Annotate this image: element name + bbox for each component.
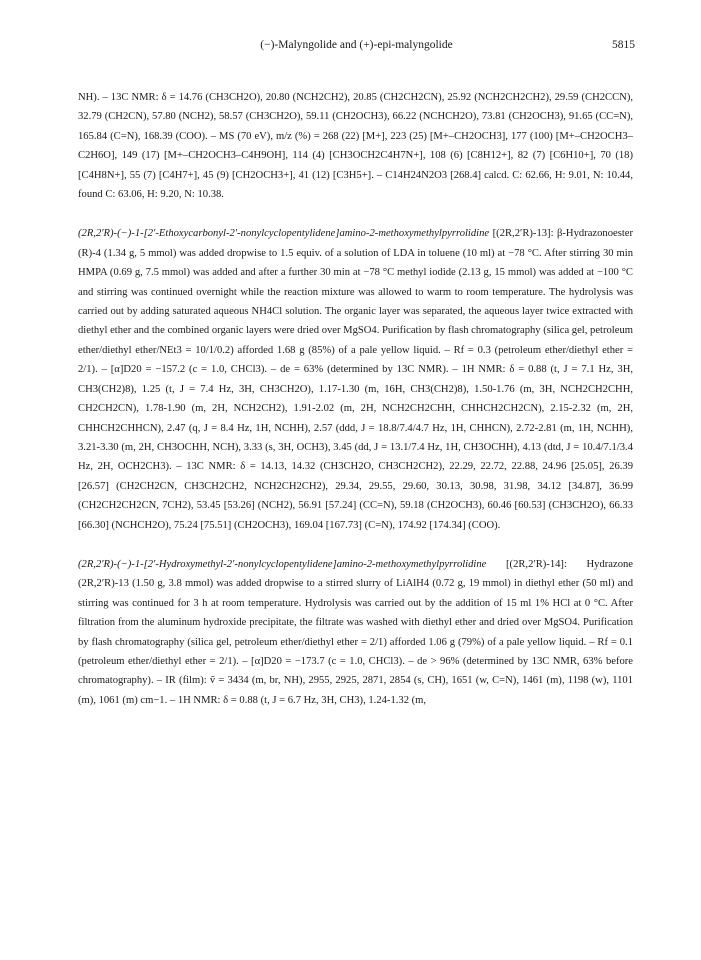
article-body [78, 88, 633, 710]
compound-heading: (2R,2′R)-(−)-1-[2′-Hydroxymethyl-2′-nonylcyclopentylidene]amino-2-methoxymethylpyrrolidine [78, 558, 487, 570]
compound-heading: (2R,2′R)-(−)-1-[2′-Ethoxycarbonyl-2′-nonylcyclopentylidene]amino-2-methoxymethylpyrrolidine [78, 228, 490, 240]
paragraph-text: NH). – 13C NMR: δ = 14.76 (CH3CH2O), 20.80 (NCH2CH2), 20.85 (CH2CH2CN), 25.92 (NCH2CH2CH2), 29.59 (CH2CCN), 32.79 (CH2CN), 57.80 (NCH2), 58.57 (CH3CH2O), 59.11 (CH2OCH3), 66.22 (NCHCH2O), 73.81 (CH2OCH3), 91.65 (CC=N), 165.84 (C=N), 168.39 (COO). – MS (70 eV), m/z (%) = 268 (22) [M+], 223 (25) [M+–CH2OCH3], 177 (100) [M+–CH2OCH3–C2H6O], 149 (17) [M+–CH2OCH3–C4H9OH], 114 (4) [CH3OCH2C4H7N+], 108 (6) [C8H12+], 82 (7) [C6H10+], 70 (18) [C4H8N+], 55 (7) [C4H7+], 45 (9) [CH2OCH3+], 41 (12) [C3H5+]. – C14H24N2O3 [268.4] calcd. C: 62.66, H: 9.01, N: 10.44, found C: 63.06, H: 9.20, N: 10.38. [78, 92, 633, 201]
paragraph-compound-14 [78, 555, 633, 710]
paragraph-text: [(2R,2′R)-13]: β-Hydrazonoester (R)-4 (1.34 g, 5 mmol) was added dropwise to 1.5 equiv. of a solution of LDA in toluene (10 ml) at −78 °C. After stirring 30 min HMPA (0.69 g, 7.5 mmol) was added and after a further 30 min at −78 °C methyl iodide (2.13 g, 15 mmol) was added at −100 °C and stirring was continued overnight while the reaction mixture was allowed to warm to room temperature. The hydrolysis was carried out by adding saturated aqueous NH4Cl solution. The organic layer was separated, the aqueous layer twice extracted with diethyl ether and the combined organic layers were dried over MgSO4. Purification by flash chromatography (silica gel, petroleum ether/diethyl ether/NEt3 = 10/1/0.2) afforded 1.68 g (85%) of a pale yellow liquid. – Rf = 0.3 (petroleum ether/diethyl ether = 2/1). – [α]D20 = −157.2 (c = 1.0, CHCl3). – de = 63% (determined by 13C NMR). – 1H NMR: δ = 0.88 (t, J = 7.1 Hz, 3H, CH3(CH2)8), 1.25 (t, J = 7.4 Hz, 3H, CH3CH2O), 1.17-1.30 (m, 16H, CH3(CH2)8), 1.50-1.76 (m, 3H, NCH2CH2CHH, CH2CH2CN), 1.78-1.90 (m, 2H, NCH2CH2), 1.91-2.02 (m, 2H, NCH2CH2CHH, CHHCH2CH2CN), 2.15-2.32 (m, 2H, CHHCH2CHHCN), 2.47 (q, J = 8.4 Hz, 1H, NCHH), 2.57 (ddd, J = 18.8/7.4/4.7 Hz, 1H, CHHCN), 2.72-2.81 (m, 1H, NCHH), 3.21-3.30 (m, 2H, CH3OCHH, NCH), 3.33 (s, 3H, OCH3), 3.45 (dd, J = 13.1/7.4 Hz, 1H, CH3OCHH), 4.13 (dtd, J = 10.4/7.1/3.4 Hz, 2H, OCH2CH3). – 13C NMR: δ = 14.13, 14.32 (CH3CH2O, CH3CH2CH2), 22.29, 22.72, 22.88, 24.96 [25.05], 26.39 [26.57] (CH2CH2CN, CH3CH2CH2, NCH2CH2CH2), 29.34, 29.55, 29.60, 30.13, 30.98, 31.98, 34.12 [34.87], 36.99 (CH2CH2CH2CN, 7CH2), 53.45 [53.26] (NCH2), 56.91 [57.24] (CC=N), 59.18 (CH2OCH3), 60.46 [60.53] (CH3CH2O), 66.33 [66.30] (NCHCH2O), 75.24 [75.51] (CH2OCH3), 169.04 [167.73] (C=N), 174.92 [174.34] (COO). [78, 228, 633, 531]
running-title: (−)-Malyngolide and (+)-epi-malyngolide [260, 39, 453, 51]
paragraph-text: [(2R,2′R)-14]: Hydrazone (2R,2′R)-13 (1.50 g, 3.8 mmol) was added dropwise to a stirred slurry of LiAlH4 (0.72 g, 19 mmol) in diethyl ether (50 ml) and stirring was continued for 3 h at room temperature. Hydrolysis was carried out by the addition of 15 ml 1% HCl at 0 °C. After filtration from the aluminum hydroxide precipitate, the filtrate was washed with diethyl ether and dried over MgSO4. Purification by flash chromatography (silica gel, petroleum ether/diethyl ether = 2/1) afforded 1.06 g (79%) of a pale yellow liquid. – Rf = 0.1 (petroleum ether/diethyl ether = 2/1). – [α]D20 = −173.7 (c = 1.0, CHCl3). – de > 96% (determined by 13C NMR, 63% before chromatography). – IR (film): ṽ = 3434 (m, br, NH), 2955, 2925, 2871, 2854 (s, CH), 1651 (w, C=N), 1461 (m), 1198 (w), 1101 (m), 1061 (m) cm−1. – 1H NMR: δ = 0.88 (t, J = 6.7 Hz, 3H, CH3), 1.24-1.32 (m, [78, 558, 633, 706]
paragraph-nmr-ms-continued [78, 88, 633, 204]
page-number: 5815 [612, 39, 635, 51]
paragraph-compound-13 [78, 224, 633, 535]
